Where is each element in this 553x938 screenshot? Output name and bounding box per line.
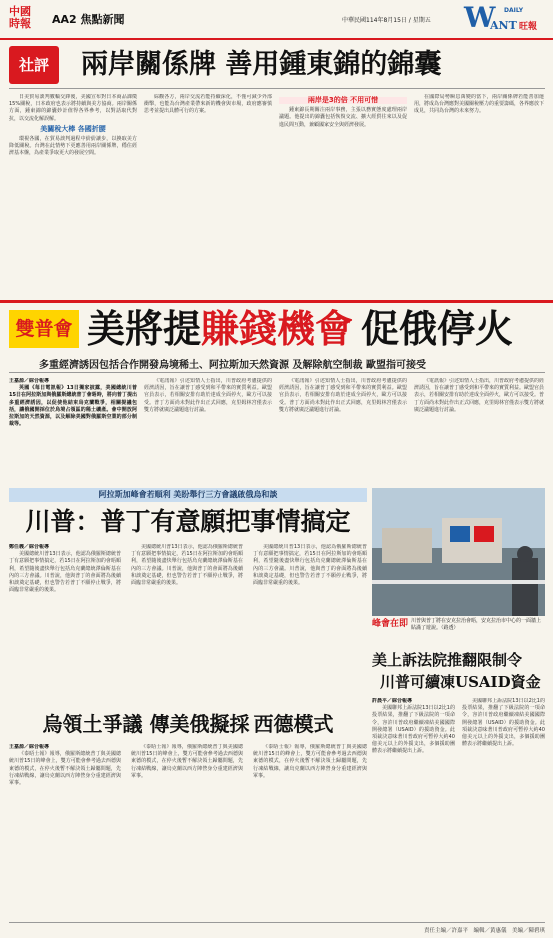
sub-story-column-1 — [9, 744, 121, 914]
lead-paragraph: 英國《每日電訊報》13日獨家披露，美國總統川普15日在阿拉斯加與俄羅斯總統普丁會晤時，將向普丁提出多重經濟誘因，以促使他結束烏克蘭戰爭，相關提議包括，讓俄國開採位於烏境占領區的稀土礦產。會中開放阿拉斯加的天然資源，以及解除美國對俄羅斯空業的部分制裁等。 — [9, 385, 137, 428]
lead-story — [9, 306, 545, 486]
third-story — [372, 650, 545, 918]
sub-story-title-text: 烏領土爭議 傳美俄擬採 — [42, 712, 250, 736]
lead-paragraph: 《電訊報》引述知情人士指出，川普政府考慮提供的經濟誘因，旨在讓普丁感受到和平帶來的實質利益。歐盟官員表示，若相關安排有助於達成全面停火，歐方可以接受。普丁方面尚未對此作出正式回應，克里姆林宮僅表示雙方將就廣泛議題進行討論。 — [279, 378, 407, 413]
headline-badge-text: 雙普會 — [15, 318, 73, 340]
photo-image — [372, 488, 545, 616]
editorial-paragraph: 綜觀各方，兩岸交流若能持續深化，不僅可減少外部衝擊，也能為台灣產業帶來新的機會與市場，政府應審慎思考並提出具體可行的方案。 — [144, 94, 272, 115]
editorial-column-4 — [414, 94, 544, 294]
editorial-column-2 — [144, 94, 272, 294]
story-column-2 — [131, 544, 243, 702]
story-paragraph: 美國總統川普13日表示，他認為俄羅斯總統普丁有意願把事情搞定，若15日在阿拉斯加的會晤順利，希望隨後盡快舉行包括烏克蘭總統澤倫斯基在內的三方會議。川普說，他與普丁的會面將為後續和談奠定基礎，但也警告若普丁不願停止戰爭，將面臨非常嚴重的後果。 — [131, 544, 243, 587]
lead-column-4 — [414, 378, 544, 486]
story-byline: 鄭任義／綜合報導 — [9, 544, 50, 550]
footer-rule — [9, 922, 545, 923]
newspaper-logo — [9, 6, 47, 34]
second-story — [9, 488, 367, 918]
headline-part-1: 美將提 — [87, 306, 202, 351]
logo-line-2: 時報 — [9, 17, 31, 30]
footer-credits: 責任主編／許嘉平 編輯／黃惠儀 美編／陳碧琪 — [423, 928, 545, 934]
third-story-byline: 許晨平／綜合報導 — [372, 698, 413, 704]
page-section-label: AA2 焦點新聞 — [52, 13, 125, 26]
lead-paragraph: 《電訊報》引述知情人士指出，川普政府考慮提供的經濟誘因，旨在讓普丁感受到和平帶來的實質利益。歐盟官員表示，若相關安排有助於達成全面停火，歐方可以接受。普丁方面尚未對此作出正式回應，克里姆林宮僅表示雙方將就廣泛議題進行討論。 — [414, 378, 544, 413]
brand-ant: ANT — [490, 19, 517, 32]
editorial-title-rule — [9, 88, 545, 89]
photo-caption-tag: 峰會在即 — [372, 619, 409, 629]
editorial-paragraph: 在國際局勢瞬息萬變的當下，兩岸關係牌若能善加運用，將成為台灣應對美國關稅壓力的重要籌碼，各界應放下成見，共同為台灣的未來努力。 — [414, 94, 544, 115]
story-kicker: 阿拉斯加峰會若順利 美盼舉行三方會議啟俄烏和談 — [9, 488, 367, 502]
story-column-3 — [253, 544, 367, 702]
sub-story-paragraph: 《泰晤士報》報導，俄羅斯總統普丁與美國總統川普15日的峰會上，雙方可能會參考過去西德與東德的模式，在停火後暫不解決領土歸屬問題，先行凍結戰線，讓烏克蘭以西方陣營身分重建經濟與軍事。 — [253, 744, 367, 779]
sub-story-column-2 — [131, 744, 243, 914]
editorial-paragraph: 日美貿易談判數輪交鋒後，美國宣布對日本商品課徵15%關稅，日本政府也表示將持續與美方協商。兩岸關係方面，鍾東錦的錦囊妙計值得各界參考，以對話取代對抗，以交流化解誤解。 — [9, 94, 137, 122]
story-paragraph: 美國總統川普13日表示，他認為俄羅斯總統普丁有意願把事情搞定，若15日在阿拉斯加的會晤順利，希望隨後盡快舉行包括烏克蘭總統澤倫斯基在內的三方會議。川普說，他與普丁的會面將為後續和談奠定基礎，但也警告若普丁不願停止戰爭，將面臨非常嚴重的後果。 — [253, 544, 367, 587]
editorial-column-1 — [9, 94, 137, 294]
lead-column-1 — [9, 378, 137, 486]
brand-daily: DAILY — [504, 7, 524, 14]
sub-story-paragraph: 《泰晤士報》報導，俄羅斯總統普丁與美國總統川普15日的峰會上，雙方可能會參考過去西德與東德的模式，在停火後暫不解決領土歸屬問題，先行凍結戰線，讓烏克蘭以西方陣營身分重建經濟與軍事。 — [131, 744, 243, 779]
lead-byline: 王嘉源／綜合報導 — [9, 378, 50, 384]
sub-story-title — [9, 710, 367, 738]
editorial-subhead-2: 兩岸是3的倍 不用可惜 — [279, 97, 407, 104]
sub-story-column-3 — [253, 744, 367, 914]
story-column-1 — [9, 544, 121, 702]
headline-part-3: 促俄停火 — [361, 306, 514, 351]
section-divider — [0, 300, 553, 303]
editorial-column-3 — [279, 94, 407, 294]
headline-rule — [9, 372, 545, 373]
third-story-paragraph: 美國聯邦上訴法院13日以2比1的投票結果，推翻了下級法院的一項命令，容許川普政府繼續凍結美國國際開發總署（USAID）的援助資金。此項裁決意味著川普政府可暫停大約40億美元以上的外援支出，多個援助團體表示將繼續提出上訴。 — [372, 705, 455, 755]
brand-w: W — [464, 1, 496, 34]
headline-part-2: 賺錢機會 — [201, 306, 354, 351]
lead-paragraph: 《電訊報》引述知情人士指出，川普政府考慮提供的經濟誘因，旨在讓普丁感受到和平帶來的實質利益。歐盟官員表示，若相關安排有助於達成全面停火，歐方可以接受。普丁方面尚未對此作出正式回應，克里姆林宮僅表示雙方將就廣泛議題進行討論。 — [144, 378, 272, 413]
editorial-badge-text: 社評 — [18, 56, 49, 74]
third-story-column-1 — [372, 698, 455, 918]
brand-cn: 旺報 — [519, 22, 538, 32]
editorial-badge — [9, 46, 59, 84]
editorial-paragraph: 環視各國，在貿易談判過程中紛紛讓步，以換取美方降低關稅。台灣在此情勢下更應善用兩岸關係牌，穩住經濟基本盤，為產業爭取更大的發展空間。 — [9, 136, 137, 157]
story-paragraph: 美國總統川普13日表示，他認為俄羅斯總統普丁有意願把事情搞定，若15日在阿拉斯加的會晤順利，希望隨後盡快舉行包括烏克蘭總統澤倫斯基在內的三方會議。川普說，他與普丁的會面將為後續和談奠定基礎，但也警告若普丁不願停止戰爭，將面臨非常嚴重的後果。 — [9, 551, 121, 594]
main-headline — [87, 306, 513, 352]
sub-story-paragraph: 《泰晤士報》報導，俄羅斯總統普丁與美國總統川普15日的峰會上，雙方可能會參考過去西德與東德的模式，在停火後暫不解決領土歸屬問題，先行凍結戰線，讓烏克蘭以西方陣營身分重建經濟與軍事。 — [9, 751, 121, 787]
headline-subtitle: 多重經濟誘因包括合作開發烏境稀土、阿拉斯加天然資源 及解除航空制裁 歐盟指可接受 — [39, 360, 426, 371]
third-story-paragraph: 美國聯邦上訴法院13日以2比1的投票結果，推翻了下級法院的一項命令，容許川普政府繼續凍結美國國際開發總署（USAID）的援助資金。此項裁決意味著川普政府可暫停大約40億美元以上的外援支出，多個援助團體表示將繼續提出上訴。 — [462, 698, 545, 748]
page-date: 中華民國114年8月15日 / 星期五 — [342, 17, 431, 24]
third-story-column-2 — [462, 698, 545, 918]
news-photo — [372, 488, 545, 616]
third-story-title-2: 川普可續凍USAID資金 — [380, 673, 541, 691]
brand-logo — [464, 3, 544, 37]
third-story-title-1: 美上訴法院推翻限制令 — [372, 651, 523, 669]
sub-story-tag: 西德模式 — [253, 712, 334, 736]
lead-column-3 — [279, 378, 407, 486]
page-footer — [0, 922, 553, 938]
masthead-rule — [0, 38, 553, 40]
editorial-title: 兩岸關係牌 善用鍾東錦的錦囊 — [81, 49, 442, 80]
sub-story-byline: 王嘉源／綜合報導 — [9, 744, 50, 750]
editorial-section — [9, 44, 545, 298]
story-title: 川普：普丁有意願把事情搞定 — [25, 507, 351, 536]
editorial-subhead-1: 美關稅大棒 各國折腰 — [40, 124, 106, 133]
photo-caption — [372, 618, 545, 644]
photo-caption-text: 川普與普丁將在安克拉治會晤，安克拉治市中心的一面牆上貼滿了遊說。（路透） — [411, 618, 542, 631]
headline-badge — [9, 310, 79, 348]
logo-line-1: 中國 — [9, 5, 31, 18]
lead-column-2 — [144, 378, 272, 486]
masthead — [0, 0, 553, 46]
editorial-paragraph: 鍾東錦長期關注兩岸事務，主張以務實態度處理兩岸議題。他提出的錦囊包括恢復交流、擴大經貿往來以及促進民間互動，兼顧國家安全與經濟發展。 — [279, 107, 407, 128]
